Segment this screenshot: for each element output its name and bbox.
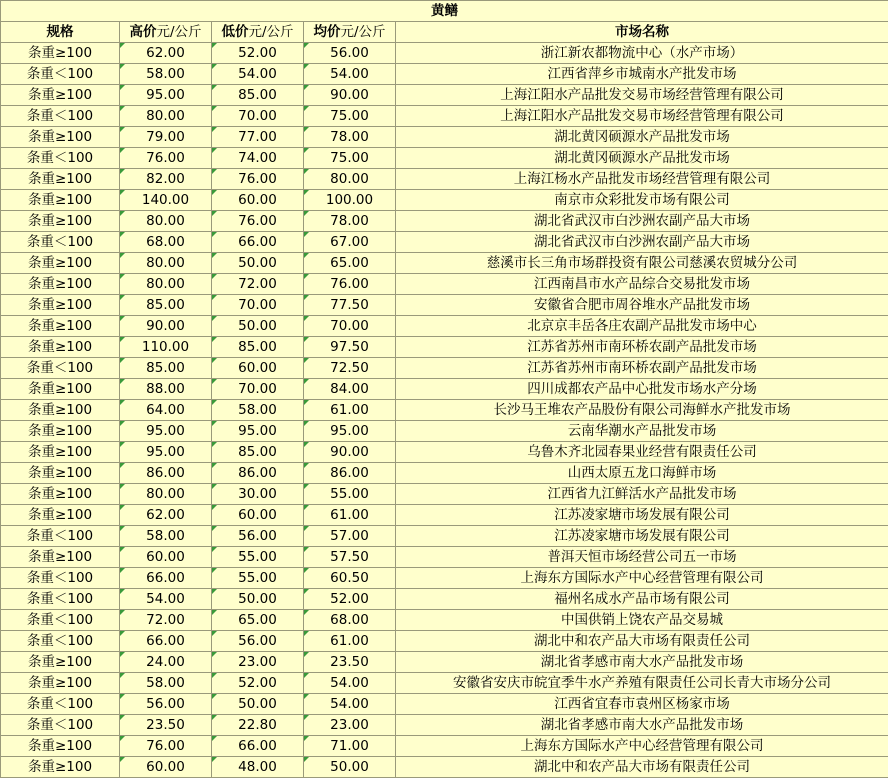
cell-low-price[interactable]: 48.00 [212,757,304,778]
table-row [1,295,888,316]
cell-market[interactable]: 云南华潮水产品批发市场 [396,421,888,442]
table-row [1,337,888,358]
cell-market[interactable]: 江苏凌家塘市场发展有限公司 [396,505,888,526]
table-row [1,400,888,421]
cell-market[interactable]: 江西省萍乡市城南水产批发市场 [396,64,888,85]
cell-market[interactable]: 湖北省武汉市白沙洲农副产品大市场 [396,232,888,253]
table-row [1,757,888,778]
table-row [1,589,888,610]
cell-high-price[interactable]: 72.00 [120,610,212,631]
header-spec [1,22,120,43]
header-market [396,22,888,43]
cell-low-price[interactable]: 65.00 [212,610,304,631]
cell-low-price[interactable]: 50.00 [212,589,304,610]
cell-low-price[interactable]: 77.00 [212,127,304,148]
title-row [1,1,888,22]
cell-spec[interactable]: 条重＜100 [1,610,120,631]
cell-high-price[interactable]: 76.00 [120,148,212,169]
cell-high-price[interactable]: 56.00 [120,694,212,715]
cell-market[interactable]: 普洱天恒市场经营公司五一市场 [396,547,888,568]
cell-avg-price[interactable]: 75.00 [304,148,396,169]
cell-spec[interactable]: 条重≥100 [1,400,120,421]
cell-low-price[interactable]: 76.00 [212,211,304,232]
cell-spec[interactable]: 条重≥100 [1,127,120,148]
cell-avg-price[interactable]: 76.00 [304,274,396,295]
cell-high-price[interactable]: 64.00 [120,400,212,421]
table-row [1,652,888,673]
cell-high-price[interactable]: 82.00 [120,169,212,190]
table-row [1,253,888,274]
table-row [1,568,888,589]
table-row [1,106,888,127]
table-row [1,169,888,190]
cell-high-price[interactable]: 60.00 [120,547,212,568]
cell-market[interactable]: 江西省宜春市袁州区杨家市场 [396,694,888,715]
cell-low-price[interactable]: 22.80 [212,715,304,736]
cell-spec[interactable]: 条重＜100 [1,589,120,610]
cell-spec[interactable]: 条重≥100 [1,211,120,232]
cell-low-price[interactable]: 70.00 [212,295,304,316]
table-row [1,85,888,106]
table-row [1,673,888,694]
cell-high-price[interactable]: 80.00 [120,211,212,232]
cell-low-price[interactable]: 55.00 [212,547,304,568]
cell-spec[interactable]: 条重≥100 [1,547,120,568]
cell-market[interactable]: 安徽省安庆市皖宜季牛水产养殖有限责任公司长青大市场分公司 [396,673,888,694]
cell-market[interactable]: 江苏省苏州市南环桥农副产品批发市场 [396,358,888,379]
cell-high-price[interactable]: 95.00 [120,442,212,463]
cell-market[interactable]: 北京京丰岳各庄农副产品批发市场中心 [396,316,888,337]
cell-spec[interactable]: 条重＜100 [1,631,120,652]
cell-high-price[interactable]: 68.00 [120,232,212,253]
cell-avg-price[interactable]: 23.50 [304,652,396,673]
header-low-unit: 元/公斤 [248,24,294,40]
cell-spec[interactable]: 条重＜100 [1,715,120,736]
cell-market[interactable]: 湖北省孝感市南大水产品批发市场 [396,652,888,673]
cell-high-price[interactable]: 66.00 [120,568,212,589]
cell-spec[interactable]: 条重≥100 [1,442,120,463]
cell-spec[interactable]: 条重＜100 [1,526,120,547]
header-avg-unit: 元/公斤 [340,24,386,40]
cell-market[interactable]: 上海东方国际水产中心经营管理有限公司 [396,568,888,589]
cell-avg-price[interactable]: 65.00 [304,253,396,274]
table-row [1,274,888,295]
cell-low-price[interactable]: 50.00 [212,316,304,337]
cell-avg-price[interactable]: 100.00 [304,190,396,211]
cell-avg-price[interactable]: 67.00 [304,232,396,253]
cell-market[interactable]: 中国供销上饶农产品交易城 [396,610,888,631]
cell-low-price[interactable]: 50.00 [212,253,304,274]
cell-market[interactable]: 江苏凌家塘市场发展有限公司 [396,526,888,547]
header-high-label: 高价 [129,24,157,40]
cell-high-price[interactable]: 62.00 [120,505,212,526]
cell-avg-price[interactable]: 68.00 [304,610,396,631]
cell-spec[interactable]: 条重≥100 [1,274,120,295]
cell-market[interactable]: 山西太原五龙口海鲜市场 [396,463,888,484]
cell-spec[interactable]: 条重≥100 [1,190,120,211]
cell-high-price[interactable]: 58.00 [120,673,212,694]
cell-spec[interactable]: 条重＜100 [1,358,120,379]
table-row [1,736,888,757]
cell-avg-price[interactable]: 70.00 [304,316,396,337]
cell-low-price[interactable]: 60.00 [212,358,304,379]
cell-market[interactable]: 江苏省苏州市南环桥农副产品批发市场 [396,337,888,358]
cell-avg-price[interactable]: 95.00 [304,421,396,442]
cell-market[interactable]: 上海江阳水产品批发交易市场经营管理有限公司 [396,85,888,106]
cell-market[interactable]: 湖北省孝感市南大水产品批发市场 [396,715,888,736]
cell-avg-price[interactable]: 61.00 [304,400,396,421]
table-row [1,442,888,463]
header-row [1,22,888,43]
cell-low-price[interactable]: 95.00 [212,421,304,442]
cell-avg-price[interactable]: 86.00 [304,463,396,484]
cell-spec[interactable]: 条重≥100 [1,169,120,190]
table-row [1,148,888,169]
cell-avg-price[interactable]: 75.00 [304,106,396,127]
cell-market[interactable]: 四川成都农产品中心批发市场水产分场 [396,379,888,400]
table-row [1,463,888,484]
cell-avg-price[interactable]: 52.00 [304,589,396,610]
table-title: 黄鳝 [1,1,888,22]
header-low-price [212,22,304,43]
cell-spec[interactable]: 条重≥100 [1,484,120,505]
cell-low-price[interactable]: 60.00 [212,190,304,211]
table-row [1,505,888,526]
table-row [1,211,888,232]
cell-high-price[interactable]: 80.00 [120,484,212,505]
cell-avg-price[interactable]: 54.00 [304,694,396,715]
cell-avg-price[interactable]: 71.00 [304,736,396,757]
cell-low-price[interactable]: 70.00 [212,106,304,127]
cell-spec[interactable]: 条重＜100 [1,64,120,85]
cell-market[interactable]: 慈溪市长三角市场群投资有限公司慈溪农贸城分公司 [396,253,888,274]
cell-high-price[interactable]: 76.00 [120,736,212,757]
table-row [1,694,888,715]
cell-spec[interactable]: 条重≥100 [1,673,120,694]
cell-low-price[interactable]: 55.00 [212,568,304,589]
table-row [1,421,888,442]
cell-high-price[interactable]: 54.00 [120,589,212,610]
cell-spec[interactable]: 条重≥100 [1,757,120,778]
cell-high-price[interactable]: 85.00 [120,295,212,316]
cell-low-price[interactable]: 85.00 [212,442,304,463]
cell-avg-price[interactable]: 57.50 [304,547,396,568]
cell-spec[interactable]: 条重≥100 [1,379,120,400]
cell-market[interactable]: 上海江阳水产品批发交易市场经营管理有限公司 [396,106,888,127]
cell-market[interactable]: 湖北黄冈硕源水产品批发市场 [396,127,888,148]
cell-high-price[interactable]: 62.00 [120,43,212,64]
cell-high-price[interactable]: 95.00 [120,421,212,442]
cell-avg-price[interactable]: 54.00 [304,64,396,85]
cell-high-price[interactable]: 58.00 [120,526,212,547]
cell-high-price[interactable]: 24.00 [120,652,212,673]
cell-low-price[interactable]: 56.00 [212,631,304,652]
table-row [1,358,888,379]
cell-low-price[interactable]: 85.00 [212,85,304,106]
cell-avg-price[interactable]: 80.00 [304,169,396,190]
cell-market[interactable]: 长沙马王堆农产品股份有限公司海鲜水产批发市场 [396,400,888,421]
cell-high-price[interactable]: 79.00 [120,127,212,148]
cell-high-price[interactable]: 80.00 [120,106,212,127]
cell-avg-price[interactable]: 54.00 [304,673,396,694]
cell-low-price[interactable]: 66.00 [212,232,304,253]
cell-avg-price[interactable]: 78.00 [304,127,396,148]
cell-avg-price[interactable]: 61.00 [304,631,396,652]
header-low-label: 低价 [221,24,249,40]
cell-high-price[interactable]: 86.00 [120,463,212,484]
cell-spec[interactable]: 条重≥100 [1,316,120,337]
cell-spec[interactable]: 条重≥100 [1,253,120,274]
table-row [1,316,888,337]
cell-market[interactable]: 湖北省武汉市白沙洲农副产品大市场 [396,211,888,232]
cell-low-price[interactable]: 30.00 [212,484,304,505]
cell-low-price[interactable]: 66.00 [212,736,304,757]
header-high-price [120,22,212,43]
cell-high-price[interactable]: 66.00 [120,631,212,652]
table-row [1,484,888,505]
cell-spec[interactable]: 条重＜100 [1,232,120,253]
cell-low-price[interactable]: 72.00 [212,274,304,295]
cell-avg-price[interactable]: 90.00 [304,442,396,463]
header-spec-label: 规格 [46,24,74,40]
cell-high-price[interactable]: 23.50 [120,715,212,736]
cell-market[interactable]: 上海江杨水产品批发市场经营管理有限公司 [396,169,888,190]
header-high-unit: 元/公斤 [156,24,202,40]
cell-market[interactable]: 上海东方国际水产中心经营管理有限公司 [396,736,888,757]
table-row [1,127,888,148]
cell-avg-price[interactable]: 60.50 [304,568,396,589]
cell-high-price[interactable]: 80.00 [120,253,212,274]
cell-market[interactable]: 江西南昌市水产品综合交易批发市场 [396,274,888,295]
cell-high-price[interactable]: 90.00 [120,316,212,337]
cell-low-price[interactable]: 58.00 [212,400,304,421]
cell-high-price[interactable]: 110.00 [120,337,212,358]
cell-spec[interactable]: 条重＜100 [1,148,120,169]
cell-low-price[interactable]: 23.00 [212,652,304,673]
cell-low-price[interactable]: 50.00 [212,694,304,715]
cell-low-price[interactable]: 86.00 [212,463,304,484]
cell-spec[interactable]: 条重≥100 [1,337,120,358]
cell-spec[interactable]: 条重≥100 [1,736,120,757]
price-table-body [1,1,888,778]
cell-low-price[interactable]: 52.00 [212,43,304,64]
cell-avg-price[interactable]: 23.00 [304,715,396,736]
cell-spec[interactable]: 条重≥100 [1,421,120,442]
cell-spec[interactable]: 条重≥100 [1,652,120,673]
cell-spec[interactable]: 条重≥100 [1,43,120,64]
table-row [1,631,888,652]
table-row [1,526,888,547]
cell-market[interactable]: 江西省九江鲜活水产品批发市场 [396,484,888,505]
cell-avg-price[interactable]: 61.00 [304,505,396,526]
cell-high-price[interactable]: 88.00 [120,379,212,400]
cell-high-price[interactable]: 140.00 [120,190,212,211]
cell-spec[interactable]: 条重＜100 [1,568,120,589]
cell-avg-price[interactable]: 56.00 [304,43,396,64]
cell-market[interactable]: 安徽省合肥市周谷堆水产品批发市场 [396,295,888,316]
cell-spec[interactable]: 条重＜100 [1,106,120,127]
cell-low-price[interactable]: 70.00 [212,379,304,400]
cell-high-price[interactable]: 60.00 [120,757,212,778]
cell-spec[interactable]: 条重≥100 [1,85,120,106]
table-row [1,43,888,64]
table-row [1,547,888,568]
cell-avg-price[interactable]: 72.50 [304,358,396,379]
cell-low-price[interactable]: 76.00 [212,169,304,190]
cell-avg-price[interactable]: 90.00 [304,85,396,106]
cell-avg-price[interactable]: 50.00 [304,757,396,778]
table-row [1,379,888,400]
cell-spec[interactable]: 条重≥100 [1,463,120,484]
header-market-label: 市场名称 [615,24,670,40]
cell-market[interactable]: 浙江新农都物流中心（水产市场） [396,43,888,64]
cell-market[interactable]: 福州名成水产品市场有限公司 [396,589,888,610]
cell-low-price[interactable]: 52.00 [212,673,304,694]
cell-spec[interactable]: 条重＜100 [1,694,120,715]
cell-spec[interactable]: 条重≥100 [1,295,120,316]
cell-market[interactable]: 湖北中和农产品大市场有限责任公司 [396,631,888,652]
cell-high-price[interactable]: 58.00 [120,64,212,85]
cell-low-price[interactable]: 74.00 [212,148,304,169]
cell-market[interactable]: 湖北中和农产品大市场有限责任公司 [396,757,888,778]
cell-avg-price[interactable]: 97.50 [304,337,396,358]
cell-market[interactable]: 乌鲁木齐北园春果业经营有限责任公司 [396,442,888,463]
cell-low-price[interactable]: 56.00 [212,526,304,547]
cell-avg-price[interactable]: 84.00 [304,379,396,400]
cell-spec[interactable]: 条重≥100 [1,505,120,526]
cell-low-price[interactable]: 85.00 [212,337,304,358]
table-row [1,610,888,631]
cell-avg-price[interactable]: 77.50 [304,295,396,316]
cell-avg-price[interactable]: 78.00 [304,211,396,232]
cell-low-price[interactable]: 54.00 [212,64,304,85]
header-avg-price [304,22,396,43]
table-row [1,232,888,253]
cell-high-price[interactable]: 85.00 [120,358,212,379]
header-avg-label: 均价 [313,24,341,40]
cell-avg-price[interactable]: 55.00 [304,484,396,505]
table-row [1,715,888,736]
cell-high-price[interactable]: 95.00 [120,85,212,106]
cell-market[interactable]: 湖北黄冈硕源水产品批发市场 [396,148,888,169]
cell-low-price[interactable]: 60.00 [212,505,304,526]
table-row [1,190,888,211]
cell-high-price[interactable]: 80.00 [120,274,212,295]
cell-avg-price[interactable]: 57.00 [304,526,396,547]
cell-market[interactable]: 南京市众彩批发市场有限公司 [396,190,888,211]
table-row [1,64,888,85]
